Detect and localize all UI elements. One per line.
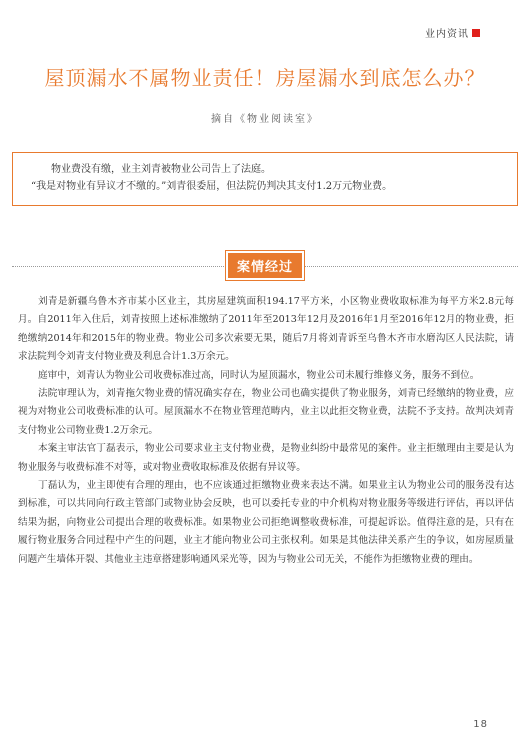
summary-line-2: “我是对物业有异议才不缴的。”刘青很委屈，但法院仍判决其支付1.2万元物业费。 <box>31 181 393 192</box>
article-source: 摘自《物业阅读室》 <box>211 114 319 125</box>
case-heading <box>225 250 305 281</box>
page-number: 18 <box>473 719 488 730</box>
case-heading-label: 案情经过 <box>228 253 302 278</box>
article-title: 屋顶漏水不属物业责任！房屋漏水到底怎么办？ <box>44 66 486 90</box>
body-paragraph-5: 丁磊认为，业主即使有合理的理由，也不应该通过拒缴物业费来表达不满。如果业主认为物业公司的服务没有达到标准，可以共同向行政主管部门或物业协会反映，也可以委托专业的中介机构对物业服务等级进行评估，再以评估结果为据，向物业公司提出合理的收费标准。如果物业公司拒绝调整收费标准，可提起诉讼。值得注意的是，只有在履行物业服务合同过程中产生的问题，业主才能向物业公司主张权利。如果是其他法律关系产生的争议，如房屋质量问题产生墙体开裂、其他业主违章搭建影响通风采光等，因为与物业公司无关，不能作为拒缴物业费的理由。 <box>18 480 514 565</box>
article-body <box>18 293 514 569</box>
section-tag-label: 业内资讯 <box>425 29 469 40</box>
body-paragraph-1: 刘青是新疆乌鲁木齐市某小区业主，其房屋建筑面积194.17平方米，小区物业费收取标准为每平方米2.8元每月。自2011年入住后，刘青按照上述标准缴纳了2011年至2013年12月及2016年1月至2016年12月的物业费，拒绝缴纳2014年和2015年的物业费。物业公司多次索要无果，随后7月将刘青诉至乌鲁木齐市水磨沟区人民法院，请求法院判令刘青支付物业费及利息合计1.3万余元。 <box>18 296 514 363</box>
summary-box <box>12 152 518 206</box>
body-paragraph-4: 本案主审法官丁磊表示，物业公司要求业主支付物业费，是物业纠纷中最常见的案件。业主拒缴理由主要是认为物业服务与收费标准不对等，或对物业费收取标准及依据有异议等。 <box>18 443 514 473</box>
body-paragraph-2: 庭审中，刘青认为物业公司收费标准过高，同时认为屋顶漏水，物业公司未履行维修义务，服务不到位。 <box>38 369 480 381</box>
section-tag <box>425 25 480 40</box>
summary-line-1: 物业费没有缴，业主刘青被物业公司告上了法庭。 <box>51 164 271 175</box>
case-heading-wrap <box>0 250 530 281</box>
body-paragraph-3: 法院审理认为，刘青拖欠物业费的情况确实存在，物业公司也确实提供了物业服务，刘青已经缴纳的物业费，应视为对物业公司收费标准的认可。屋顶漏水不在物业管理范畴内，业主以此拒交物业费，法院不予支持。故判决刘青支付物业公司物业费1.2万余元。 <box>18 388 514 436</box>
red-square-icon <box>472 29 480 37</box>
